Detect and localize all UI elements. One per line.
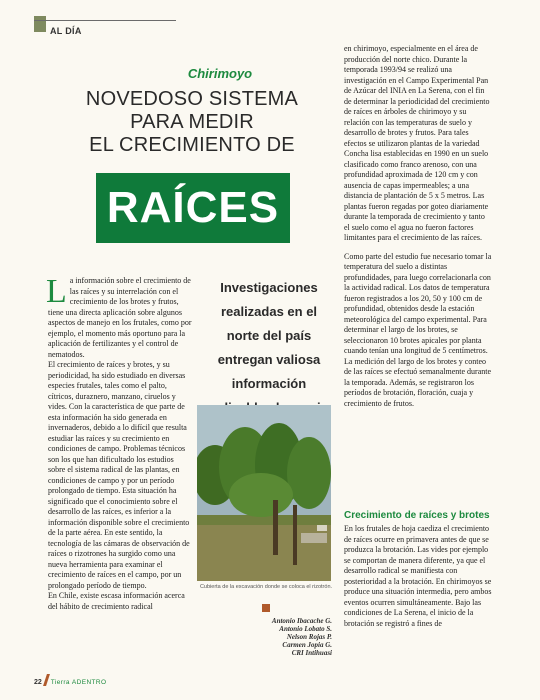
section-marker bbox=[34, 16, 46, 32]
author-name: Carmen Jopia G. bbox=[282, 641, 332, 649]
section-subhead: Crecimiento de raíces y brotes bbox=[344, 510, 490, 521]
author-name: Nelson Rojas P. bbox=[286, 633, 332, 641]
right-column-continued bbox=[344, 524, 492, 629]
credits-marker bbox=[262, 604, 270, 612]
headline-line: EL CRECIMIENTO DE bbox=[89, 134, 295, 156]
body-paragraph: Como parte del estudio fue necesario tomar la temperatura del suelo a distintas profundidades, para luego correlacionarla con la actividad radical. Los datos de temperatura fueron registrados a los 20, 50 y 100 cm de profundidad, obtenidos desde la estación meteorológica del campo experimental. Para determinar el largo de los brotes, se seleccionaron 10 brotes apicales por planta cuando tenían una longitud de 5 centímetros. La medición del largo de los brotes y conteo de las raíces se efectuó semanalmente durante la temporada. Además, se registraron los períodos de brotación, floración, cuaja y crecimiento de frutos. bbox=[344, 251, 492, 408]
footer-slash-icon bbox=[43, 674, 50, 686]
page-footer bbox=[34, 674, 106, 686]
headline-line: PARA MEDIR bbox=[130, 111, 254, 133]
section-rule bbox=[34, 20, 176, 21]
orchard-photo bbox=[197, 405, 331, 581]
author-credits bbox=[214, 617, 332, 657]
magazine-brand-prefix: Tierra bbox=[50, 679, 70, 686]
article-kicker: Chirimoyo bbox=[187, 66, 253, 81]
magazine-brand: ADENTRO bbox=[71, 679, 107, 686]
article-headline bbox=[82, 88, 302, 157]
author-name: Antonio Ibacache G. bbox=[271, 617, 332, 625]
section-label: AL DÍA bbox=[50, 26, 82, 36]
left-column bbox=[46, 273, 193, 612]
right-column bbox=[344, 44, 492, 409]
body-paragraph: en chirimoyo, especialmente en el área de producción del norte chico. Durante la temporada 1993/94 se realizó una investigación en el Campo Experimental Pan de Azúcar del INIA en La Serena, con el fin de determinar la periodicidad del crecimiento de raíces en árboles de chirimoyo y su relación con las temperaturas de suelo y desarrollo de brotes y frutos. Para tales efectos se utilizaron plantas de la variedad Concha lisa establecidas en 1990 en un suelo clasificado como franco arenoso, con una profundidad aproximada de 120 cm y con ausencia de capas impermeables; a una distancia de plantación de 5 x 5 metros. Las plantas fueron regadas por goteo diariamente durante la temporada de crecimiento y tanto el suelo como el agua no fueron factores limitantes para el crecimiento de las raíces. bbox=[344, 44, 490, 242]
intro-paragraph bbox=[46, 273, 193, 360]
pull-quote: Investigaciones realizadas en el norte del país entregan valiosa información bbox=[217, 280, 321, 391]
body-paragraph: En Chile, existe escasa información acerca del hábito de crecimiento radical bbox=[48, 591, 185, 611]
page-number: 22 bbox=[34, 679, 42, 686]
headline-line: NOVEDOSO SISTEMA bbox=[85, 88, 299, 110]
photo-caption: Cubierta de la excavación donde se coloca el rizotrón. bbox=[199, 584, 333, 590]
drop-cap: L bbox=[46, 273, 67, 310]
author-affiliation: CRI Intihuasi bbox=[291, 649, 332, 657]
paragraph-text: a información sobre el crecimiento de las raíces y su interrelación con el crecimiento de los brotes y frutos, tiene una directa aplicación sobre algunos aspectos de manejo en los frutales, como por ejemplo, el momento más oportuno para la aplicación de fertilizantes y el control de nematodos. bbox=[48, 276, 192, 359]
headline-banner: RAÍCES bbox=[96, 173, 290, 243]
author-name: Antonio Lobato S. bbox=[279, 625, 332, 633]
body-paragraph: El crecimiento de raíces y brotes, y su periodicidad, ha sido estudiado en diversas especies frutales, tales como el palto, cítricos, duraznero, manzano, ciruelos y vides. Con la característica de que parte de esta información ha sido generada en invernaderos, debido a lo difícil que resulta estudiar las raíces y su crecimiento en condiciones de campo. Problemas técnicos son los que han dificultado los estudios sobre el sistema radical de las plantas, en condiciones de campo y por un período prolongado de tiempo. Esta situación ha significado que el conocimiento sobre el desarrollo de las raíces, es inferior a la información disponible sobre el crecimiento de la parte aérea. En este sentido, la tecnología de las cámaras de observación de raíces o rizotrones ha surgido como una nueva herramienta para examinar el crecimiento de raíces en el campo, por un prolongado período de tiempo. bbox=[48, 360, 190, 590]
body-paragraph: En los frutales de hoja caediza el crecimiento de raíces ocurre en primavera antes de que se produzca la brotación. Las vides por ejemplo se comportan de manera diferente, ya que el desarrollo radical se manifiesta con posterioridad a la brotación. En chirimoyos se produce una situación intermedia, pero ambos eventos ocurren simultáneamente. Bajo las condiciones de La Serena, el inicio de la brotación se registró a fines de bbox=[344, 524, 492, 628]
